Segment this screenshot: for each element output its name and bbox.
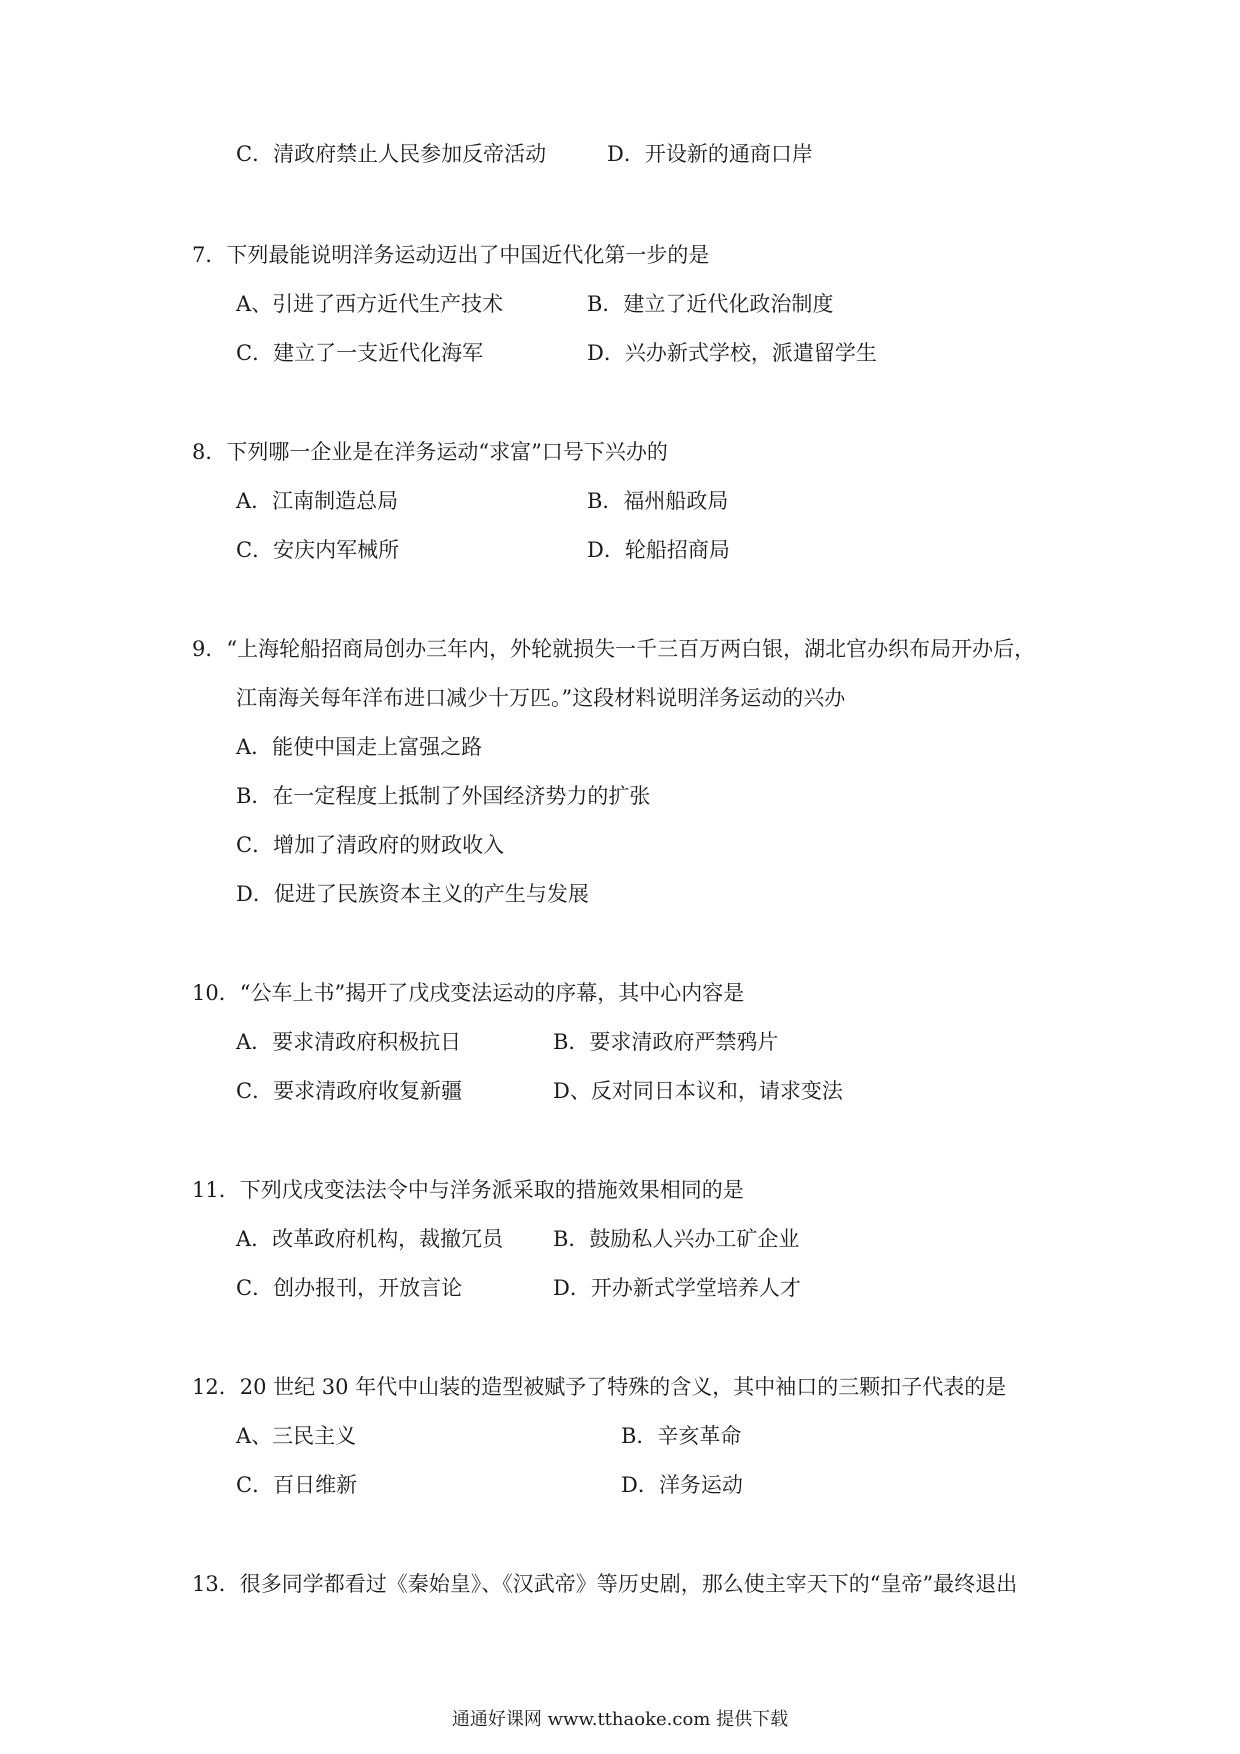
q10-option-a: A．要求清政府积极抗日 — [236, 1030, 462, 1054]
q10-option-b: B．要求清政府严禁鸦片 — [553, 1030, 779, 1054]
q12-option-c: C．百日维新 — [236, 1473, 358, 1497]
q12-option-b: B．辛亥革命 — [621, 1424, 742, 1448]
q8-option-c: C．安庆内军械所 — [236, 538, 400, 562]
q11-option-b: B．鼓励私人兴办工矿企业 — [553, 1227, 800, 1251]
q8-option-d: D．轮船招商局 — [587, 538, 730, 562]
q9-stem-line1: 9．“上海轮船招商局创办三年内，外轮就损失一千三百万两白银，湖北官办织布局开办后， — [192, 637, 1036, 661]
q12-option-d: D．洋务运动 — [621, 1473, 743, 1497]
q12-stem: 12．20 世纪 30 年代中山装的造型被赋予了特殊的含义，其中袖口的三颗扣子代表的是 — [192, 1375, 1007, 1399]
q9-option-b: B．在一定程度上抵制了外国经济势力的扩张 — [236, 784, 651, 808]
q8-stem: 8．下列哪一企业是在洋务运动“求富”口号下兴办的 — [192, 440, 668, 464]
q9-stem-line2: 江南海关每年洋布进口减少十万匹。”这段材料说明洋务运动的兴办 — [236, 686, 846, 710]
q11-option-c: C．创办报刊，开放言论 — [236, 1276, 463, 1300]
page-footer: 通通好课网 www.tthaoke.com 提供下载 — [451, 1709, 789, 1730]
q7-stem: 7．下列最能说明洋务运动迈出了中国近代化第一步的是 — [192, 243, 710, 267]
q11-stem: 11．下列戊戌变法法令中与洋务派采取的措施效果相同的是 — [192, 1178, 744, 1202]
q10-option-d: D、反对同日本议和，请求变法 — [553, 1079, 843, 1103]
q11-option-d: D．开办新式学堂培养人才 — [553, 1276, 801, 1300]
q9-option-d: D．促进了民族资本主义的产生与发展 — [236, 882, 589, 906]
q9-option-c: C．增加了清政府的财政收入 — [236, 833, 505, 857]
q6-option-d: D．开设新的通商口岸 — [607, 142, 813, 166]
q7-option-d: D．兴办新式学校，派遣留学生 — [587, 341, 877, 365]
q7-option-b: B．建立了近代化政治制度 — [587, 292, 834, 316]
q7-option-a: A、引进了西方近代生产技术 — [236, 292, 504, 316]
q10-option-c: C．要求清政府收复新疆 — [236, 1079, 463, 1103]
q7-option-c: C．建立了一支近代化海军 — [236, 341, 484, 365]
q13-stem: 13．很多同学都看过《秦始皇》、《汉武帝》等历史剧，那么使主宰天下的“皇帝”最终退出 — [192, 1572, 1018, 1596]
q10-stem: 10．“公车上书”揭开了戊戌变法运动的序幕，其中心内容是 — [192, 981, 745, 1005]
q6-option-c: C．清政府禁止人民参加反帝活动 — [236, 142, 547, 166]
q11-option-a: A．改革政府机构，裁撤冗员 — [236, 1227, 504, 1251]
q12-option-a: A、三民主义 — [236, 1424, 357, 1448]
q8-option-b: B．福州船政局 — [587, 489, 729, 513]
q8-option-a: A．江南制造总局 — [236, 489, 399, 513]
q9-option-a: A．能使中国走上富强之路 — [236, 735, 483, 759]
